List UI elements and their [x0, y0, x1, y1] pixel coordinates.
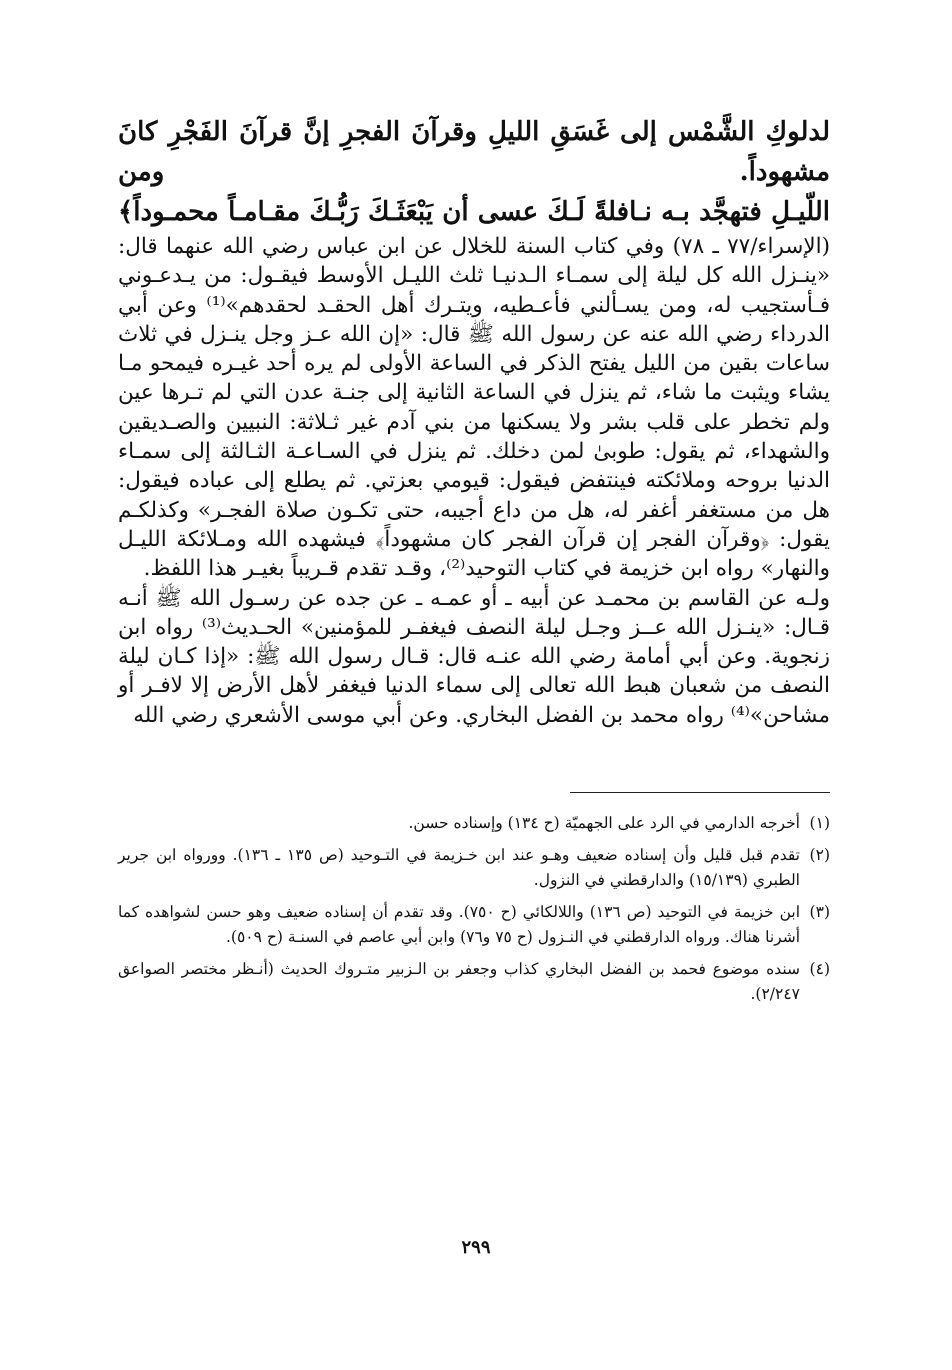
- paragraph-2: ولـه عن القاسم بن محمـد عن أبيه ـ أو عمـه ـ عن جده عن رسـول الله ﷺ أنـه قـال: «ينـزل الله عــز وجـل ليلة النصف فيغفـر للمؤمنين» الحـديث⁽³⁾ رواه ابن زنجوية. وعن أبي أمامة رضي الله عنـه قال: قـال رسول الله ﷺ: «إذا كـان ليلة النصف من شعبان هبط الله تعالى إلى سماء الدنيا فيغفر لأهل الأرض إلا لافـر أو مشاحن»⁽⁴⁾ رواه محمد بن الفضل البخاري. وعن أبي موسى الأشعري رضي الله: [118, 585, 830, 728]
- footnote-text: سنده موضوع فحمد بن الفضل البخاري كذاب وجعفر بن الـزبير متـروك الحديث (أنـظر مختصر الصواعق ٢/٢٤٧).: [118, 960, 800, 1004]
- paragraph-1: (الإسراء/٧٧ ـ ٧٨) وفي كتاب السنة للخلال عن ابن عباس رضي الله عنهما قال: «ينـزل الله كل ليلة إلى سمـاء الـدنيـا ثلث الليـل الأوسط فيقـول: من يـدعـوني فـأستجيب له، ومن يسـألني فأعـطيه، ويتـرك أهل الحقـد لحقدهم»⁽¹⁾ وعن أبي الدرداء رضي الله عنه عن رسول الله ﷺ قال: «إن الله عـز وجل ينـزل في ثلاث ساعات بقين من الليل يفتح الذكر في الساعة الأولى لم يره أحد غيـره فيمحو مـا يشاء ويثبت ما شاء، ثم ينزل في الساعة الثانية إلى جنـة عدن التي لم تـرها عين ولم تخطر على قلب بشر ولا يسكنها من بني آدم غير ثـلاثة: النبيين والصـديقين والشهداء، ثم يقول: طوبىٰ لمن دخلك. ثم ينزل في السـاعـة الثـالثة إلى سمـاء الدنيا بروحه وملائكته فينتفض فيقول: قيومي بعزتي. ثم يطلع إلى عباده فيقول: هل من مستغفر أغفر له، هل من داع أجيبه، حتى تكـون صلاة الفجـر» وكذلكـم يقول: ﴿وقرآن الفجر إن قرآن الفجر كان مشهوداً﴾ فيشهده الله ومـلائكة الليـل والنهار» رواه ابن خزيمة في كتاب التوحيد⁽²⁾، وقـد تقدم قـريباً بغيـر هذا اللفظ.: [118, 234, 831, 582]
- page-content: [118, 112, 830, 1014]
- verse-line-2: اللّيـلِ فتهجَّد بـه نـافلةً لَـكَ عسى أن يَبْعَثَـكَ رَبُّـكَ مقـامـاً محمـوداً﴾: [118, 197, 830, 227]
- footnote-2: [118, 843, 830, 893]
- footnote-number: (١): [809, 814, 830, 833]
- footnote-number: (٢): [809, 846, 830, 865]
- footnote-1: [118, 811, 830, 836]
- footnote-text: ابن خزيمة في التوحيد (ص ١٣٦) واللالكائي (ح ٧٥٠). وقد تقدم أن إسناده ضعيف وهو حسن لشواهده كما أشرنا هناك. ورواه الدارقطني في النـزول (ح ٧٥ و٧٦) وابن أبي عاصم في السنـة (ح ٥٠٩).: [118, 903, 800, 947]
- footnote-number: (٣): [809, 903, 830, 922]
- quranic-verse: [118, 112, 830, 232]
- footnote-4: [118, 957, 830, 1007]
- main-text: [118, 232, 830, 730]
- footnote-number: (٤): [809, 960, 830, 979]
- page-number: ٢٩٩: [461, 1237, 491, 1258]
- footnote-3: [118, 900, 830, 950]
- footnote-text: أخرجه الدارمي في الرد على الجهميّة (ح ١٣٤) وإسناده حسن.: [408, 814, 800, 833]
- verse-line-1: لدلوكِ الشَّمْس إلى غَسَقِ الليلِ وقرآنَ الفجرِ إنَّ قرآنَ الفَجْرِ كانَ مشهوداً. ومن: [118, 117, 830, 187]
- footnote-separator: [570, 792, 830, 793]
- footnotes: [118, 811, 830, 1007]
- footnote-text: تقدم قبل قليل وأن إسناده ضعيف وهـو عند ابن خـزيمة في التـوحيد (ص ١٣٥ ـ ١٣٦). وورواه ابن جرير الطبري (١٥/١٣٩) والدارقطني في النزول.: [118, 846, 800, 890]
